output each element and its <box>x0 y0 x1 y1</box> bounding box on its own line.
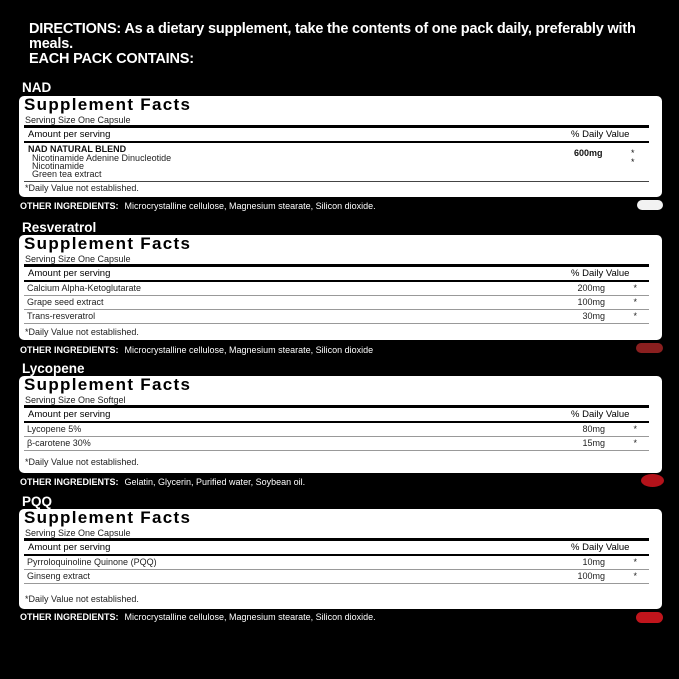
pack-contains-heading: EACH PACK CONTAINS: <box>29 51 194 67</box>
nutrient-row <box>24 570 649 584</box>
supplement-facts-pqq <box>19 509 662 609</box>
directions <box>29 22 669 67</box>
serving-size: Serving Size One Softgel <box>25 395 126 405</box>
capsule-icon <box>636 612 663 623</box>
nutrient-row <box>24 296 649 310</box>
section-title-nad: NAD <box>22 80 52 95</box>
directions-text: DIRECTIONS: As a dietary supplement, take the contents of one pack daily, preferably with meals. <box>29 21 636 52</box>
blend-item: Nicotinamide <box>32 161 85 171</box>
section-title-lycopene: Lycopene <box>22 361 85 376</box>
nutrient-name: Pyrroloquinoline Quinone (PQQ) <box>27 557 157 567</box>
blend-amount: 600mg <box>574 148 603 158</box>
nutrient-row <box>24 282 649 296</box>
nutrient-amount: 15mg <box>582 438 605 448</box>
supplement-facts-lycopene <box>19 376 662 473</box>
nutrient-dv: * <box>633 557 637 567</box>
facts-title: Supplement Facts <box>24 95 192 114</box>
serving-size: Serving Size One Capsule <box>25 254 131 264</box>
divider <box>24 125 649 128</box>
other-ingredients-text: Microcrystalline cellulose, Magnesium stearate, Silicon dioxide <box>124 345 374 355</box>
daily-value-header: % Daily Value <box>571 542 630 553</box>
daily-value-note: *Daily Value not established. <box>25 457 139 467</box>
amount-header: Amount per serving <box>28 268 111 279</box>
amount-header: Amount per serving <box>28 409 111 420</box>
asterisk: * <box>631 157 635 167</box>
nutrient-name: Grape seed extract <box>27 297 104 307</box>
divider <box>24 538 649 541</box>
divider <box>24 405 649 408</box>
facts-title: Supplement Facts <box>24 234 192 253</box>
section-title-resveratrol: Resveratrol <box>22 220 97 235</box>
other-ingredients-label: OTHER INGREDIENTS: <box>20 345 119 355</box>
softgel-icon <box>641 474 664 487</box>
daily-value-header: % Daily Value <box>571 129 630 140</box>
nutrient-amount: 30mg <box>582 311 605 321</box>
daily-value-header: % Daily Value <box>571 268 630 279</box>
divider <box>24 141 649 143</box>
other-ingredients-text: Microcrystalline cellulose, Magnesium stearate, Silicon dioxide. <box>124 201 376 211</box>
capsule-icon <box>637 200 663 210</box>
other-ingredients-pqq <box>20 612 376 622</box>
blend-item: Nicotinamide Adenine Dinucleotide <box>32 153 172 163</box>
nutrient-name: Lycopene 5% <box>27 424 82 434</box>
amount-header: Amount per serving <box>28 542 111 553</box>
divider <box>24 181 649 182</box>
nutrient-row <box>24 437 649 451</box>
nutrient-dv: * <box>633 297 637 307</box>
asterisk: * <box>631 148 635 158</box>
nutrient-amount: 200mg <box>577 283 605 293</box>
nutrient-dv: * <box>633 311 637 321</box>
other-ingredients-label: OTHER INGREDIENTS: <box>20 477 119 487</box>
facts-title: Supplement Facts <box>24 375 192 394</box>
other-ingredients-text: Gelatin, Glycerin, Purified water, Soybean oil. <box>124 477 306 487</box>
nutrient-amount: 100mg <box>577 571 605 581</box>
supplement-facts-resveratrol <box>19 235 662 340</box>
supplement-facts-nad <box>19 96 662 197</box>
nutrient-row <box>24 310 649 324</box>
capsule-icon <box>636 343 663 353</box>
daily-value-note: *Daily Value not established. <box>25 594 139 604</box>
serving-size: Serving Size One Capsule <box>25 115 131 125</box>
serving-size: Serving Size One Capsule <box>25 528 131 538</box>
blend-item: Green tea extract <box>32 169 102 179</box>
nutrient-name: Trans-resveratrol <box>27 311 96 321</box>
other-ingredients-label: OTHER INGREDIENTS: <box>20 201 119 211</box>
nutrient-row <box>24 556 649 570</box>
other-ingredients-resveratrol <box>20 345 373 355</box>
nutrient-name: Calcium Alpha-Ketoglutarate <box>27 283 142 293</box>
nutrient-dv: * <box>633 571 637 581</box>
daily-value-header: % Daily Value <box>571 409 630 420</box>
nutrient-amount: 80mg <box>582 424 605 434</box>
section-title-pqq: PQQ <box>22 494 53 509</box>
nutrient-name: β-carotene 30% <box>27 438 91 448</box>
other-ingredients-lycopene <box>20 477 305 487</box>
nutrient-amount: 100mg <box>577 297 605 307</box>
facts-title: Supplement Facts <box>24 508 192 527</box>
daily-value-note: *Daily Value not established. <box>25 327 139 337</box>
daily-value-note: *Daily Value not established. <box>25 183 139 193</box>
blend-name: NAD NATURAL BLEND <box>28 144 127 154</box>
nutrient-dv: * <box>633 283 637 293</box>
nutrient-name: Ginseng extract <box>27 571 91 581</box>
other-ingredients-label: OTHER INGREDIENTS: <box>20 612 119 622</box>
nutrient-dv: * <box>633 424 637 434</box>
nutrient-dv: * <box>633 438 637 448</box>
other-ingredients-text: Microcrystalline cellulose, Magnesium stearate, Silicon dioxide. <box>124 612 376 622</box>
nutrient-row <box>24 423 649 437</box>
divider <box>24 264 649 267</box>
nutrient-amount: 10mg <box>582 557 605 567</box>
other-ingredients-nad <box>20 201 376 211</box>
amount-header: Amount per serving <box>28 129 111 140</box>
